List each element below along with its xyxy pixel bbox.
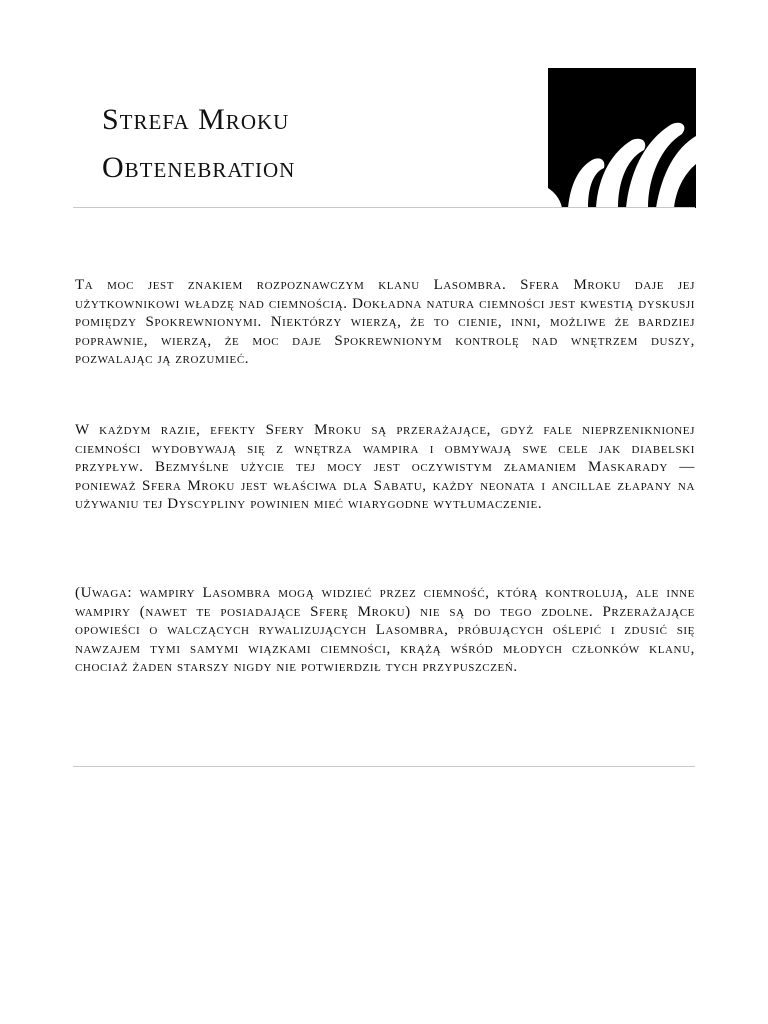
paragraph-note: (Uwaga: wampiry Lasombra mogą widzieć przez ciemność, którą kontrolują, ale inne wampiry (nawet te posiadające Sferę Mroku) nie są do tego zdolne. Przerażające opowieści o walczących rywalizujących Lasombra, próbujących oślepić i zdusić się nawzajem tymi samymi wiązkami ciemności, krążą wśród młodych członków klanu, chociaż żaden starszy nigdy nie potwierdził tych przypuszczeń. xyxy=(75,585,695,675)
obtenebration-tentacles-icon xyxy=(548,68,696,208)
paragraph-effects: W każdym razie, efekty Sfery Mroku są przerażające, gdyż fale nieprzeniknionej ciemności wydobywają się z wnętrza wampira i obmywają swe cele jak diabelski przypływ. Bezmyślne użycie tej mocy jest oczywistym złamaniem Maskarady — ponieważ Sfera Mroku jest właściwa dla Sabatu, każdy neonata i ancillae złapany na używaniu tej Dyscypliny powinien mieć wiarygodne wytłumaczenie. xyxy=(75,422,695,512)
top-divider xyxy=(73,207,695,208)
page-title: Strefa Mroku xyxy=(102,103,290,136)
bottom-divider xyxy=(73,766,695,767)
title-block xyxy=(102,96,295,192)
page-subtitle: Obtenebration xyxy=(102,151,296,184)
paragraph-intro: Ta moc jest znakiem rozpoznawczym klanu Lasombra. Sfera Mroku daje jej użytkownikowi władzę nad ciemnością. Dokładna natura ciemności jest kwestią dyskusji pomiędzy Spokrewnionymi. Niektórzy wierzą, że to cienie, inni, możliwe że bardziej poprawnie, wierzą, że moc daje Spokrewnionym kontrolę nad wnętrzem duszy, pozwalając ją zrozumieć. xyxy=(75,277,695,367)
